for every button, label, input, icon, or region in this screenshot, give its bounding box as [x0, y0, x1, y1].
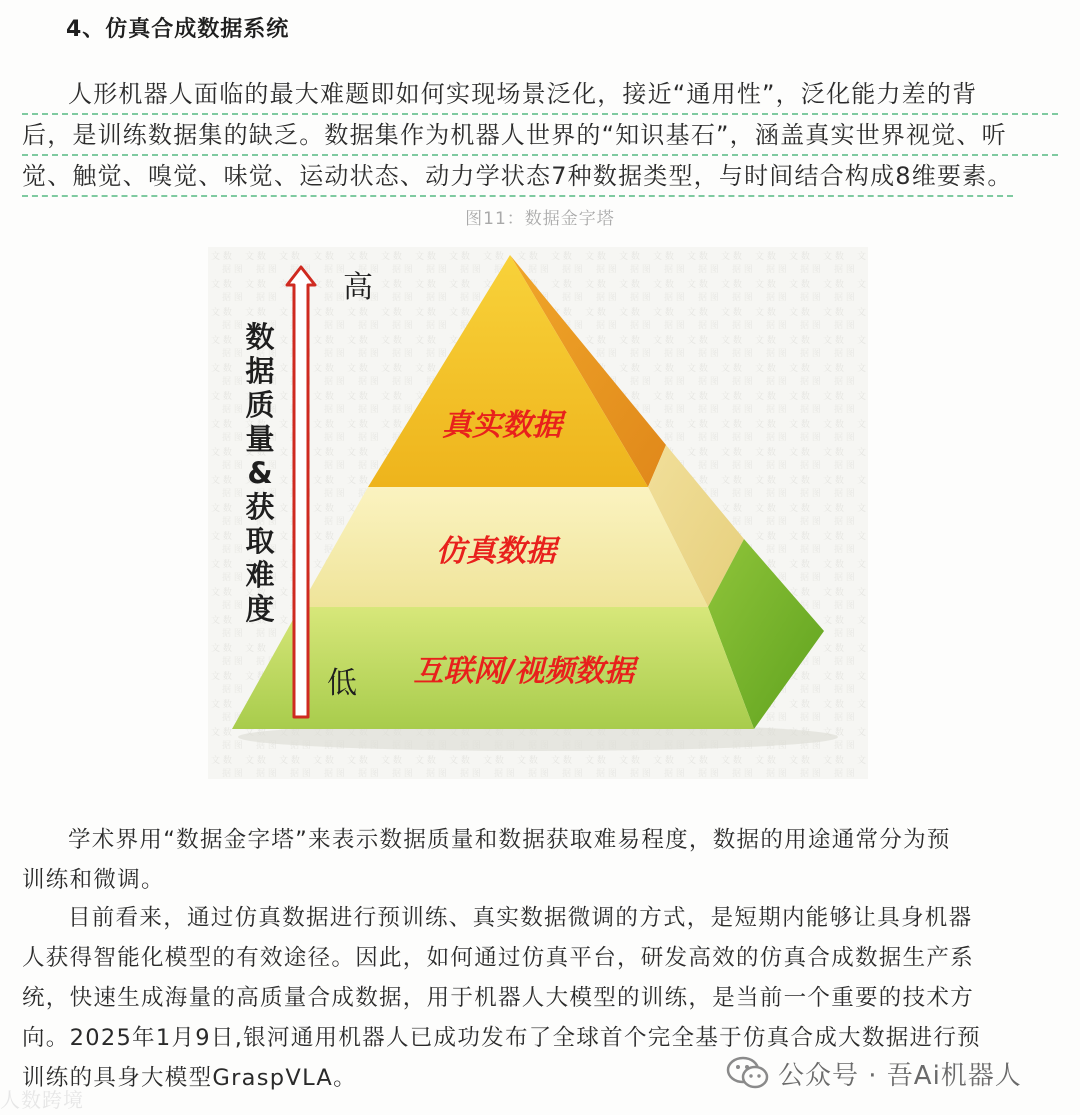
watermark-sub: 人数跨境 [0, 1088, 84, 1112]
intro-paragraph [22, 74, 1058, 197]
paragraph-line: 训练的具身大模型GraspVLA。 [22, 1065, 357, 1091]
figure-caption: 图11：数据金字塔 [465, 209, 615, 229]
paragraph-line: 向。2025年1月9日,银河通用机器人已成功发布了全球首个完全基于仿真合成大数据进行预 [22, 1025, 981, 1051]
paragraph-line: 统，快速生成海量的高质量合成数据，用于机器人大模型的训练，是当前一个重要的技术方 [22, 985, 975, 1011]
paragraph-line: 人获得智能化模型的有效途径。因此，如何通过仿真平台，研发高效的仿真合成数据生产系 [22, 945, 975, 971]
low-label: 低 [327, 666, 357, 701]
intro-line: 后，是训练数据集的缺乏。数据集作为机器人世界的“知识基石”，涵盖真实世界视觉、听 [22, 115, 1058, 156]
wechat-icon [726, 1055, 770, 1091]
intro-line: 觉、触觉、嗅觉、味觉、运动状态、动力学状态7种数据类型，与时间结合构成8维要素。 [22, 156, 1013, 197]
tier-label-middle: 仿真数据 [436, 534, 556, 569]
tier-label-top: 真实数据 [442, 408, 562, 443]
paragraph-line: 学术界用“数据金字塔”来表示数据质量和数据获取难易程度，数据的用途通常分为预 [68, 827, 951, 853]
axis-label: 数据质量&获取难度 [245, 320, 275, 626]
paragraph-data-pyramid [22, 820, 1062, 900]
watermark [726, 1053, 1022, 1093]
section-heading: 4、仿真合成数据系统 [66, 17, 290, 42]
data-pyramid-figure [208, 247, 868, 779]
intro-line: 人形机器人面临的最大难题即如何实现场景泛化，接近“通用性”，泛化能力差的背 [22, 74, 1058, 115]
paragraph-line: 目前看来，通过仿真数据进行预训练、真实数据微调的方式，是短期内能够让具身机器 [68, 905, 973, 931]
paragraph-line: 训练和微调。 [22, 867, 165, 893]
watermark-text: 公众号 · 吾Ai机器人 [778, 1060, 1022, 1091]
high-label: 高 [343, 270, 373, 305]
tier-label-bottom: 互联网/视频数据 [413, 654, 635, 689]
